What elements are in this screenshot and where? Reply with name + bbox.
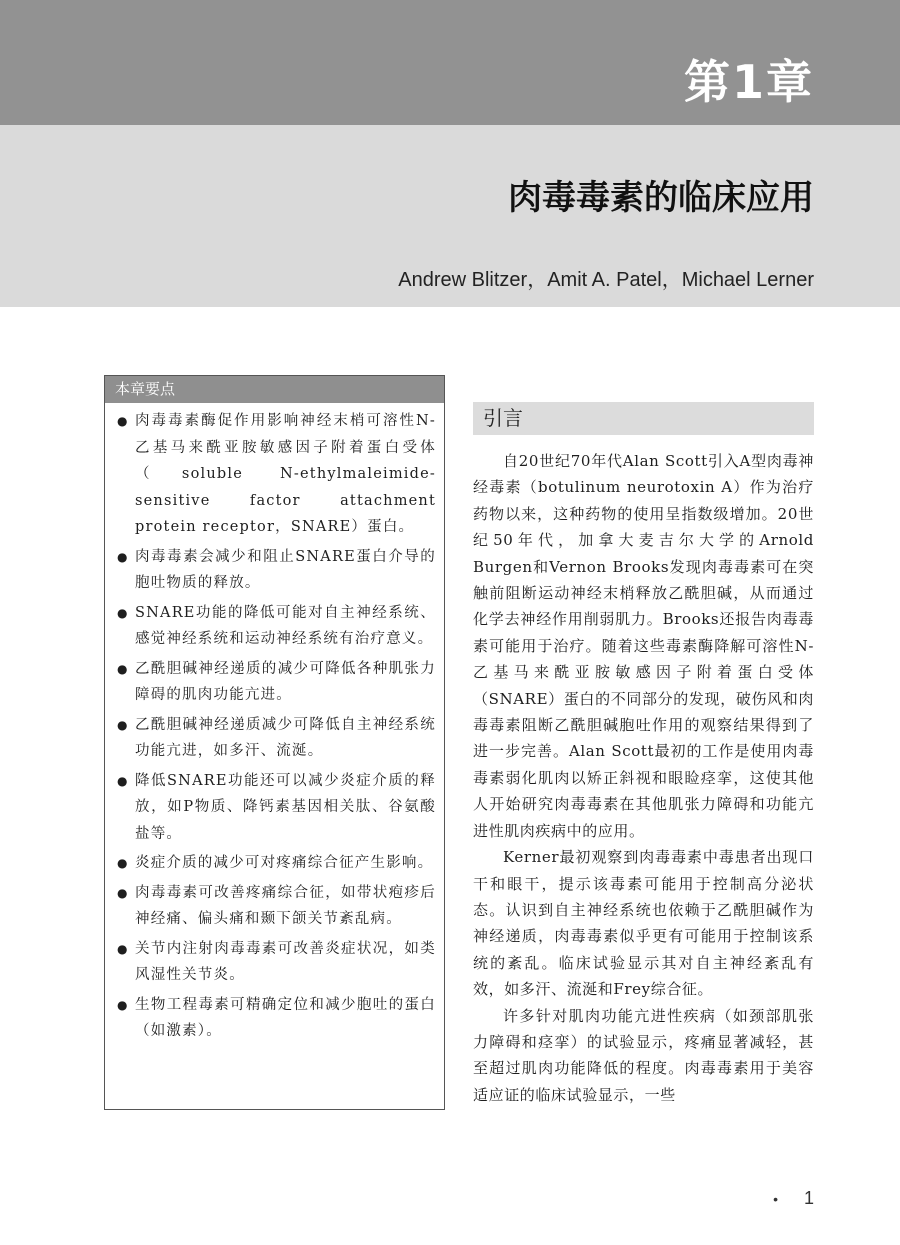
- key-point-item: [115, 656, 436, 709]
- bullet-icon: ●: [117, 661, 129, 676]
- introduction-body: [473, 448, 814, 1108]
- body-paragraph: 许多针对肌肉功能亢进性疾病（如颈部肌张力障碍和痉挛）的试验显示，疼痛显著减轻，甚至超过肌肉功能降低的程度。肉毒毒素用于美容适应证的临床试验显示，一些: [473, 1006, 814, 1104]
- key-point-item: [115, 850, 436, 877]
- bullet-icon: ●: [117, 856, 129, 870]
- bullet-icon: ●: [117, 997, 129, 1012]
- key-point-text: 生物工程毒素可精确定位和减少胞吐的蛋白（如激素）。: [135, 996, 436, 1039]
- page-number: 1: [803, 1188, 814, 1208]
- body-paragraph: Kerner最初观察到肉毒毒素中毒患者出现口干和眼干，提示该毒素可能用于控制高分泌状态。认识到自主神经系统也依赖于乙酰胆碱作为神经递质，肉毒毒素似乎更有可能用于控制该系统的紊乱。临床试验显示其对自主神经紊乱有效，如多汗、流涎和Frey综合征。: [473, 848, 814, 999]
- key-point-item: [115, 600, 436, 653]
- bullet-icon: ●: [117, 773, 129, 788]
- chapter-title-band: [0, 125, 900, 307]
- key-point-text: 降低SNARE功能还可以减少炎症介质的释放，如P物质、降钙素基因相关肽、谷氨酸盐等。: [135, 772, 436, 842]
- chapter-header-band: [0, 0, 900, 125]
- bullet-icon: ●: [117, 885, 129, 900]
- key-point-text: 肉毒毒素酶促作用影响神经末梢可溶性N-乙基马来酰亚胺敏感因子附着蛋白受体（soluble N-ethylmaleimide-sensitive factor attachment protein receptor，SNARE）蛋白。: [135, 413, 436, 535]
- key-points-title: 本章要点: [105, 376, 444, 403]
- footer-dot: •: [773, 1191, 778, 1207]
- bullet-icon: ●: [117, 549, 129, 564]
- key-point-item: [115, 992, 436, 1045]
- bullet-icon: ●: [117, 605, 129, 620]
- key-point-item: [115, 768, 436, 848]
- chapter-title: 肉毒毒素的临床应用: [508, 178, 814, 218]
- bullet-icon: ●: [117, 941, 129, 956]
- chapter-authors: Andrew Blitzer，Amit A. Patel，Michael Lerner: [398, 269, 814, 291]
- key-point-text: 关节内注射肉毒毒素可改善炎症状况，如类风湿性关节炎。: [135, 940, 436, 983]
- key-point-text: 乙酰胆碱神经递质减少可降低自主神经系统功能亢进，如多汗、流涎。: [135, 716, 436, 759]
- bullet-icon: ●: [117, 414, 129, 428]
- key-point-item: [115, 544, 436, 597]
- page-footer: [773, 1188, 814, 1209]
- key-points-list: [105, 403, 444, 1045]
- key-point-text: 炎症介质的减少可对疼痛综合征产生影响。: [135, 855, 434, 871]
- key-point-text: 乙酰胆碱神经递质的减少可降低各种肌张力障碍的肌肉功能亢进。: [135, 660, 436, 703]
- key-point-text: 肉毒毒素会减少和阻止SNARE蛋白介导的胞吐物质的释放。: [135, 548, 436, 591]
- body-paragraph: 自20世纪70年代Alan Scott引入A型肉毒神经毒素（botulinum neurotoxin A）作为治疗药物以来，这种药物的使用呈指数级增加。20世纪50年代，加拿大麦吉尔大学的Arnold Burgen和Vernon Brooks发现肉毒毒素可在突触前阻断运动神经末梢释放乙酰胆碱，从而通过化学去神经作用削弱肌力。Brooks还报告肉毒毒素可能用于治疗。随着这些毒素酶降解可溶性N-乙基马来酰亚胺敏感因子附着蛋白受体（SNARE）蛋白的不同部分的发现，破伤风和肉毒毒素阻断乙酰胆碱胞吐作用的观察结果得到了进一步完善。Alan Scott最初的工作是使用肉毒毒素弱化肌肉以矫正斜视和眼睑痉挛，这使其他人开始研究肉毒毒素在其他肌张力障碍和功能亢进性肌肉疾病中的应用。: [473, 452, 814, 840]
- section-heading-introduction: 引言: [473, 402, 814, 435]
- key-point-item: [115, 880, 436, 933]
- key-point-text: SNARE功能的降低可能对自主神经系统、感觉神经系统和运动神经系统有治疗意义。: [135, 604, 436, 647]
- chapter-number: 第1章: [683, 55, 814, 109]
- key-point-text: 肉毒毒素可改善疼痛综合征，如带状疱疹后神经痛、偏头痛和颞下颌关节紊乱病。: [135, 884, 436, 927]
- key-point-item: [115, 408, 436, 541]
- key-point-item: [115, 712, 436, 765]
- bullet-icon: ●: [117, 717, 129, 732]
- key-points-box: [104, 375, 445, 1110]
- key-point-item: [115, 936, 436, 989]
